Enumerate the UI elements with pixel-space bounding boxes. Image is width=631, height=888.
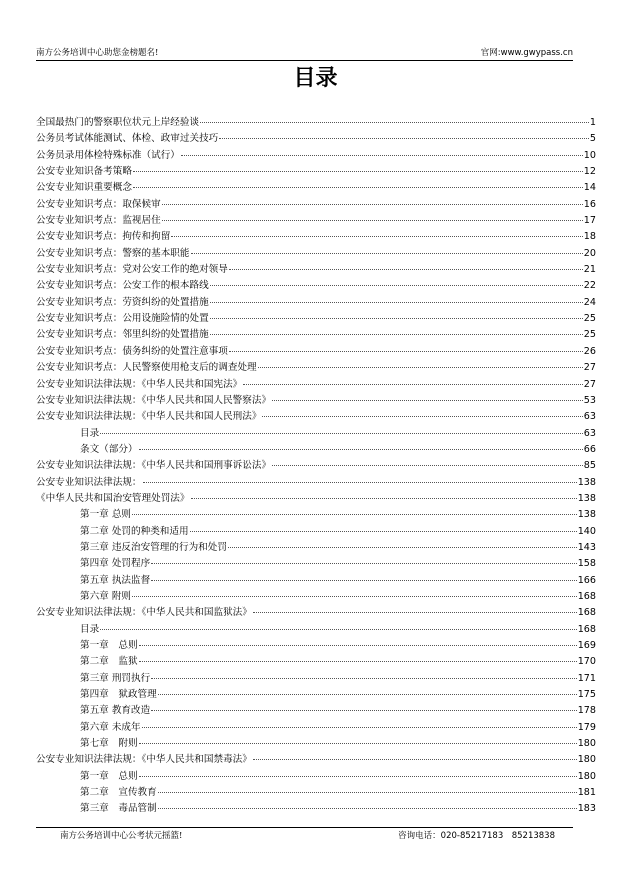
toc-dot-leader bbox=[151, 566, 576, 581]
page-footer bbox=[36, 829, 573, 843]
toc-entry-page-number: 138 bbox=[577, 476, 596, 488]
toc-entry-title: 第二章 处罚的种类和适用 bbox=[80, 525, 189, 537]
toc-entry-page-number: 25 bbox=[583, 313, 596, 325]
toc-entry-page-number: 21 bbox=[583, 264, 596, 276]
toc-dot-leader bbox=[142, 713, 577, 728]
toc-entry-title: 目录 bbox=[80, 427, 100, 439]
toc-dot-leader bbox=[258, 353, 583, 368]
toc-dot-leader bbox=[228, 533, 577, 548]
toc-entry-title: 公安专业知识重要概念 bbox=[36, 182, 132, 194]
toc-dot-leader bbox=[253, 745, 577, 760]
toc-dot-leader bbox=[191, 239, 583, 254]
toc-entry-page-number: 27 bbox=[583, 378, 596, 390]
toc-dot-leader bbox=[151, 696, 576, 711]
toc-dot-leader bbox=[272, 451, 583, 466]
toc-entry-page-number: 85 bbox=[583, 460, 596, 472]
header-left-text: 南方公务培训中心助您金榜题名! bbox=[36, 48, 159, 58]
toc-entry-title: 公安专业知识法律法规：《中华人民共和国监狱法》 bbox=[36, 607, 252, 619]
toc-entry-title: 公安专业知识法律法规： bbox=[36, 476, 142, 488]
toc-dot-leader bbox=[190, 517, 577, 532]
toc-entry-title: 条文（部分） bbox=[80, 443, 138, 455]
toc-entry-title: 目录 bbox=[80, 623, 100, 635]
toc-entry-page-number: 12 bbox=[583, 166, 596, 178]
toc-entry-title: 公安专业知识考点：邻里纠纷的处置措施 bbox=[36, 329, 209, 341]
toc-entry-title: 第三章 刑罚执行 bbox=[80, 672, 151, 684]
footer-phone-numbers: 020-85217183 85213838 bbox=[440, 831, 555, 841]
toc-entry-page-number: 5 bbox=[589, 133, 596, 145]
toc-entry-page-number: 20 bbox=[583, 247, 596, 259]
toc-entry-page-number: 16 bbox=[583, 198, 596, 210]
toc-entry-title: 第四章 狱政管理 bbox=[80, 689, 157, 701]
footer-left-text: 南方公务培训中心公考状元摇篮! bbox=[60, 831, 183, 841]
toc-entry-title: 第五章 教育改造 bbox=[80, 705, 151, 717]
toc-dot-leader bbox=[210, 304, 583, 319]
footer-contact bbox=[398, 829, 555, 843]
toc-entry-page-number: 63 bbox=[583, 427, 596, 439]
toc-dot-leader bbox=[229, 337, 583, 352]
toc-entry-page-number: 180 bbox=[577, 770, 596, 782]
toc-dot-leader bbox=[139, 762, 577, 777]
toc-entry-title: 公安专业知识考点：公安工作的根本路线 bbox=[36, 280, 209, 292]
toc-entry-title: 公务员考试体能测试、体检、政审过关技巧 bbox=[36, 133, 219, 145]
toc-entry-title: 第四章 处罚程序 bbox=[80, 558, 151, 570]
toc-entry-page-number: 1 bbox=[589, 117, 596, 128]
toc-dot-leader bbox=[100, 615, 577, 630]
toc-entry-page-number: 180 bbox=[577, 738, 596, 750]
toc-entry-title: 公安专业知识考点：监视居住 bbox=[36, 215, 161, 227]
toc-dot-leader bbox=[100, 419, 583, 434]
toc-dot-leader bbox=[171, 222, 582, 237]
toc-entry-page-number: 168 bbox=[577, 607, 596, 619]
footer-contact-label: 咨询电话： bbox=[398, 831, 441, 841]
toc-dot-leader bbox=[210, 271, 583, 286]
toc-entry-title: 公安专业知识考点：公用设施险情的处置 bbox=[36, 313, 209, 325]
toc-entry-title: 公安专业知识法律法规：《中华人民共和国人民警察法》 bbox=[36, 394, 272, 406]
toc-dot-leader bbox=[229, 255, 583, 270]
toc-dot-leader bbox=[158, 794, 577, 809]
toc-entry-page-number: 22 bbox=[583, 280, 596, 292]
toc-entry-page-number: 26 bbox=[583, 345, 596, 357]
toc-entry-page-number: 18 bbox=[583, 231, 596, 243]
toc-entry-title: 第一章 总则 bbox=[80, 509, 132, 521]
toc-entry-page-number: 181 bbox=[577, 787, 596, 799]
toc-dot-leader bbox=[272, 386, 583, 401]
toc-entry-page-number: 179 bbox=[577, 721, 596, 733]
toc-entry-title: 第三章 违反治安管理的行为和处罚 bbox=[80, 541, 227, 553]
toc-entry-page-number: 138 bbox=[577, 509, 596, 521]
toc-dot-leader bbox=[151, 664, 576, 679]
toc-entry-page-number: 143 bbox=[577, 541, 596, 553]
toc-dot-leader bbox=[139, 729, 577, 744]
toc-dot-leader bbox=[143, 468, 577, 483]
toc-entry-title: 公安专业知识法律法规：《中华人民共和国宪法》 bbox=[36, 378, 243, 390]
toc-entry-title: 第二章 监狱 bbox=[80, 656, 138, 668]
toc-entry-page-number: 66 bbox=[583, 443, 596, 455]
toc-dot-leader bbox=[139, 435, 583, 450]
toc-entry-title: 第一章 总则 bbox=[80, 770, 138, 782]
toc-entry-page-number: 25 bbox=[583, 329, 596, 341]
toc-entry-page-number: 17 bbox=[583, 215, 596, 227]
toc-dot-leader bbox=[139, 647, 577, 662]
page-header bbox=[36, 46, 573, 60]
toc-entry-title: 第一章 总则 bbox=[80, 640, 138, 651]
toc-entry-page-number: 24 bbox=[583, 296, 596, 308]
toc-dot-leader bbox=[162, 190, 583, 205]
toc-dot-leader bbox=[132, 582, 577, 597]
toc-dot-leader bbox=[151, 549, 576, 564]
toc-entry-page-number: 14 bbox=[583, 182, 596, 194]
toc-dot-leader bbox=[132, 500, 577, 515]
toc-entry-title: 第七章 附则 bbox=[80, 738, 138, 750]
header-rule bbox=[36, 60, 573, 61]
toc-dot-leader bbox=[253, 598, 577, 613]
toc-entry-title: 《中华人民共和国治安管理处罚法》 bbox=[36, 492, 190, 504]
toc-entry-title: 公安专业知识考点：劳资纠纷的处置措施 bbox=[36, 296, 209, 308]
toc-dot-leader bbox=[191, 484, 577, 499]
toc-entry-page-number: 168 bbox=[577, 590, 596, 602]
toc-entry-page-number: 158 bbox=[577, 558, 596, 570]
toc-dot-leader bbox=[162, 206, 583, 221]
toc-entry-title: 公安专业知识考点：拘传和拘留 bbox=[36, 231, 171, 243]
toc-entry-page-number: 166 bbox=[577, 574, 596, 586]
footer-rule bbox=[36, 827, 573, 828]
toc-entry-title: 公安专业知识考点：人民警察使用枪支后的调查处理 bbox=[36, 362, 257, 374]
toc-dot-leader bbox=[262, 402, 582, 417]
toc-dot-leader bbox=[158, 680, 577, 695]
toc-dot-leader bbox=[200, 108, 589, 123]
table-of-contents bbox=[36, 110, 596, 813]
toc-entry-title: 公安专业知识法律法规：《中华人民共和国刑事诉讼法》 bbox=[36, 460, 272, 472]
toc-entry-title: 第六章 未成年 bbox=[80, 721, 141, 733]
toc-entry-page-number: 168 bbox=[577, 623, 596, 635]
toc-entry-title: 第二章 宣传教育 bbox=[80, 787, 157, 799]
toc-entry-title: 公安专业知识考点：取保候审 bbox=[36, 198, 161, 210]
toc-dot-leader bbox=[210, 320, 583, 335]
toc-dot-leader bbox=[181, 141, 583, 156]
toc-dot-leader bbox=[158, 778, 577, 793]
toc-entry-title: 公安专业知识备考策略 bbox=[36, 166, 132, 178]
toc-entry-title: 全国最热门的警察职位状元上岸经验谈 bbox=[36, 117, 200, 128]
page-title: 目录 bbox=[293, 66, 338, 91]
toc-entry-page-number: 170 bbox=[577, 656, 596, 668]
toc-entry-title: 第三章 毒品管制 bbox=[80, 803, 157, 815]
toc-entry-page-number: 138 bbox=[577, 492, 596, 504]
toc-entry-page-number: 180 bbox=[577, 754, 596, 766]
toc-entry-title: 公安专业知识考点：党对公安工作的绝对领导 bbox=[36, 264, 228, 276]
toc-entry-page-number: 27 bbox=[583, 362, 596, 374]
toc-dot-leader bbox=[139, 631, 577, 646]
toc-entry-title: 公安专业知识法律法规：《中华人民共和国人民刑法》 bbox=[36, 411, 262, 423]
toc-dot-leader bbox=[133, 157, 583, 172]
toc-entry-page-number: 171 bbox=[577, 672, 596, 684]
toc-entry-page-number: 140 bbox=[577, 525, 596, 537]
toc-entry-page-number: 63 bbox=[583, 411, 596, 423]
toc-dot-leader bbox=[219, 124, 589, 139]
toc-entry-page-number: 53 bbox=[583, 394, 596, 406]
toc-dot-leader bbox=[133, 173, 583, 188]
toc-entry-page-number: 183 bbox=[577, 803, 596, 815]
toc-dot-leader bbox=[210, 288, 583, 303]
toc-dot-leader bbox=[243, 370, 583, 385]
toc-entry-title: 公安专业知识考点：警察的基本职能 bbox=[36, 247, 190, 259]
toc-entry-title: 第五章 执法监督 bbox=[80, 574, 151, 586]
toc-entry-page-number: 10 bbox=[583, 149, 596, 161]
toc-entry-title: 公安专业知识法律法规：《中华人民共和国禁毒法》 bbox=[36, 754, 252, 766]
toc-entry-page-number: 175 bbox=[577, 689, 596, 701]
toc-entry-title: 公安专业知识考点：债务纠纷的处置注意事项 bbox=[36, 345, 228, 357]
toc-entry-title: 第六章 附则 bbox=[80, 590, 132, 602]
toc-entry-title: 公务员录用体检特殊标准（试行） bbox=[36, 149, 180, 161]
toc-entry-page-number: 178 bbox=[577, 705, 596, 717]
header-website-text: 官网:www.gwypass.cn bbox=[480, 48, 573, 58]
toc-entry-page-number: 169 bbox=[577, 640, 596, 651]
